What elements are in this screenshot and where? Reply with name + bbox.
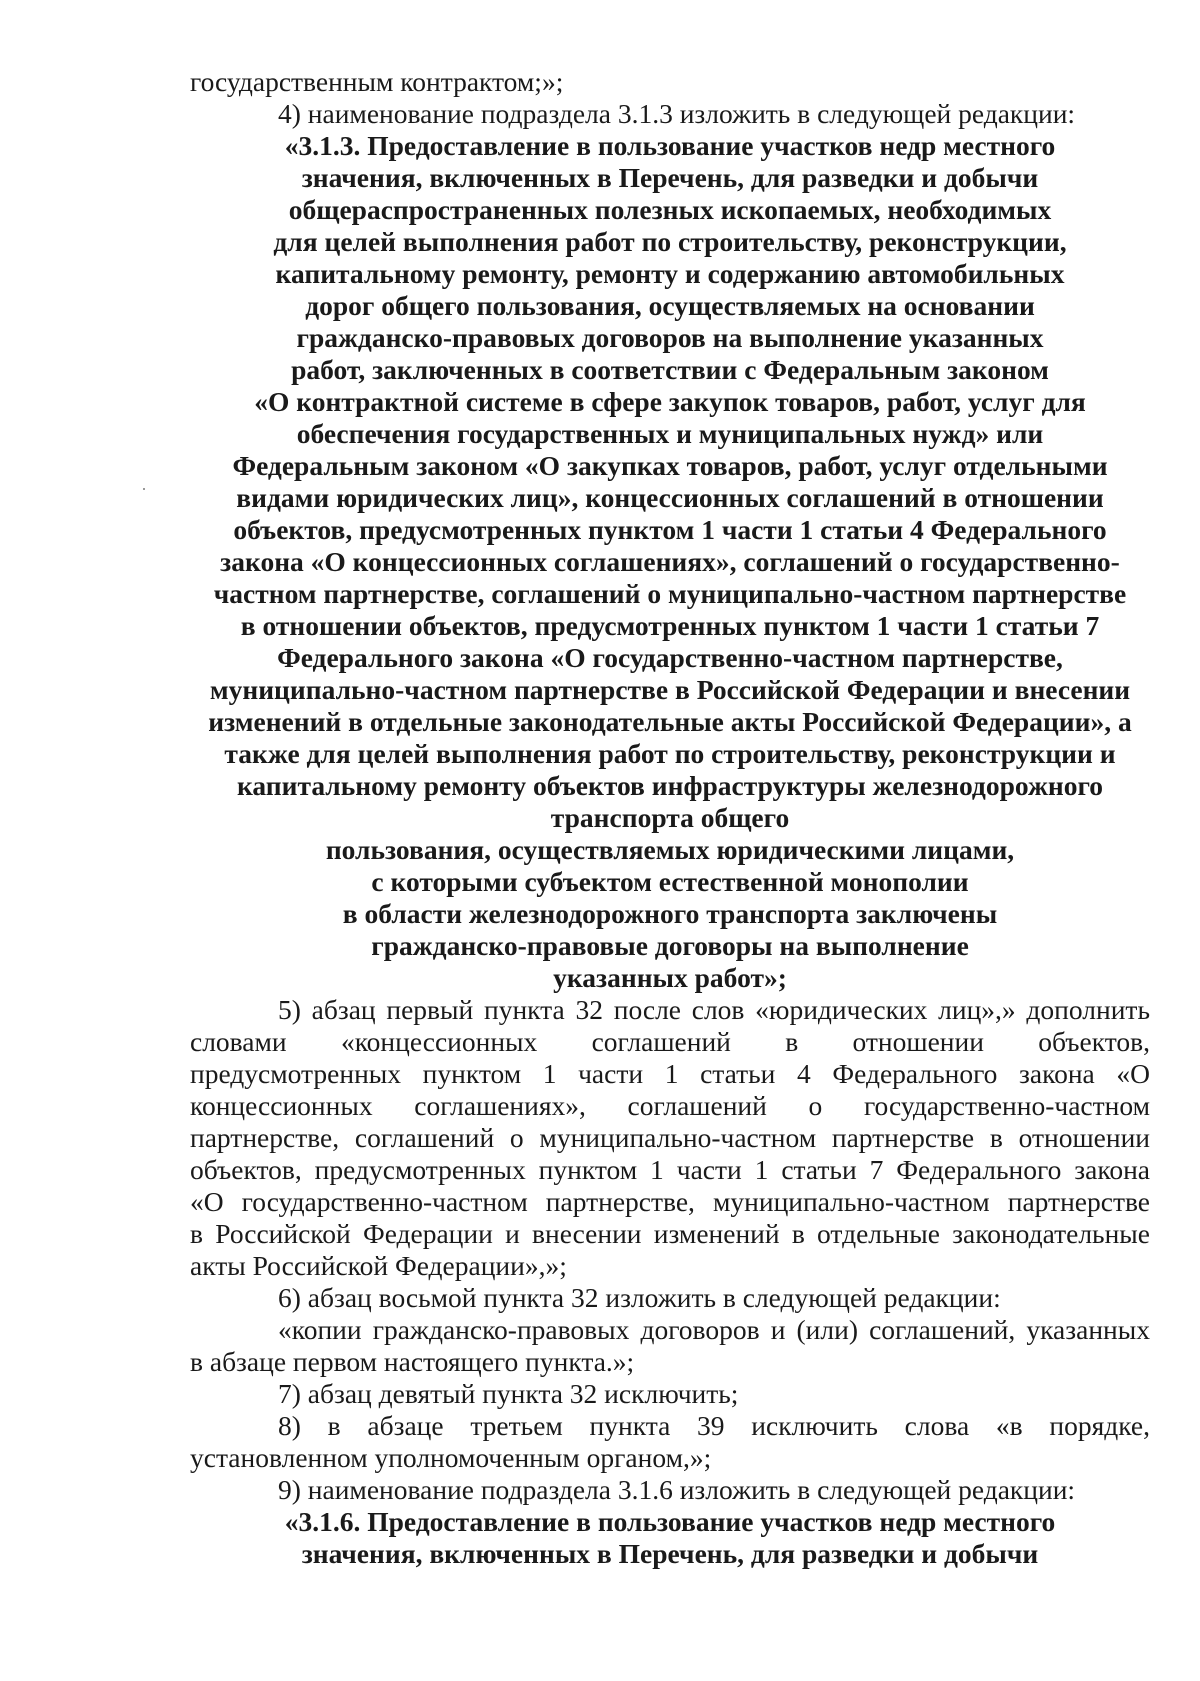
heading-line: в области железнодорожного транспорта заключены [342,898,998,929]
heading-line: капитальному ремонту, ремонту и содержанию автомобильных [275,258,1065,289]
heading-line: гражданско-правовые договоры на выполнение [371,930,969,961]
text-line: словами «концессионных соглашений в отношении объектов, [190,1026,1150,1057]
heading-line: значения, включенных в Перечень, для разведки и добычи [301,162,1039,193]
text-line: объектов, предусмотренных пунктом 1 части 1 статьи 7 Федерального закона [190,1154,1150,1185]
heading-line: капитальному ремонту объектов инфраструктуры железнодорожного [236,770,1104,801]
text-line: 5) абзац первый пункта 32 после слов «юридических лиц»,» дополнить [278,994,1150,1025]
heading-line: в отношении объектов, предусмотренных пунктом 1 части 1 статьи 7 [240,610,1100,641]
heading-line: также для целей выполнения работ по строительству, реконструкции и [224,738,1116,769]
heading-line: «О контрактной системе в сфере закупок товаров, работ, услуг для [254,386,1086,417]
text-line: в Российской Федерации и внесении изменений в отдельные законодательные [190,1218,1150,1249]
text-line: в абзаце первом настоящего пункта.»; [190,1346,635,1377]
text-line: государственным контрактом;»; [190,66,564,97]
heading-line: изменений в отдельные законодательные акты Российской Федерации», а [208,706,1132,737]
heading-line: с которыми субъектом естественной монополии [371,866,969,897]
heading-line: указанных работ»; [553,962,787,993]
heading-line: дорог общего пользования, осуществляемых на основании [305,290,1035,321]
text-line: партнерстве, соглашений о муниципально-частном партнерстве в отношении [190,1122,1150,1153]
text-line: 7) абзац девятый пункта 32 исключить; [278,1378,739,1409]
heading-line: обеспечения государственных и муниципальных нужд» или [296,418,1044,449]
heading-line: Федеральным законом «О закупках товаров, работ, услуг отдельными [232,450,1108,481]
heading-line: для целей выполнения работ по строительству, реконструкции, [273,226,1067,257]
heading-line: транспорта общего [550,802,790,833]
heading-line: Федерального закона «О государственно-частном партнерстве, [277,642,1063,673]
heading-line: видами юридических лиц», концессионных соглашений в отношении [236,482,1104,513]
heading-line: гражданско-правовых договоров на выполнение указанных [296,322,1044,353]
text-line: «О государственно-частном партнерстве, муниципально-частном партнерстве [190,1186,1150,1217]
text-line: 8) в абзаце третьем пункта 39 исключить слова «в порядке, [278,1410,1150,1441]
heading-line: пользования, осуществляемых юридическими лицами, [325,834,1015,865]
heading-line: значения, включенных в Перечень, для разведки и добычи [301,1538,1039,1569]
heading-line: частном партнерстве, соглашений о муниципально-частном партнерстве [213,578,1127,609]
heading-line: объектов, предусмотренных пунктом 1 части 1 статьи 4 Федерального [233,514,1107,545]
text-line: 9) наименование подраздела 3.1.6 изложить в следующей редакции: [278,1474,1076,1505]
text-line: 4) наименование подраздела 3.1.3 изложить в следующей редакции: [278,98,1076,129]
text-line: установленном уполномоченным органом,»; [190,1442,712,1473]
heading-line: общераспространенных полезных ископаемых, необходимых [288,194,1052,225]
text-line: акты Российской Федерации»,»; [190,1250,567,1281]
heading-line: работ, заключенных в соответствии с Федеральным законом [291,354,1049,385]
heading-line: муниципально-частном партнерстве в Российской Федерации и внесении [209,674,1131,705]
scan-speck [143,488,145,490]
heading-line: закона «О концессионных соглашениях», соглашений о государственно- [220,546,1120,577]
text-line: концессионных соглашениях», соглашений о государственно-частном [190,1090,1150,1121]
text-line: 6) абзац восьмой пункта 32 изложить в следующей редакции: [278,1282,1001,1313]
text-line: предусмотренных пунктом 1 части 1 статьи 4 Федерального закона «О [190,1058,1150,1089]
text-line: «копии гражданско-правовых договоров и (или) соглашений, указанных [278,1314,1150,1345]
heading-line: «3.1.6. Предоставление в пользование участков недр местного [284,1506,1056,1537]
heading-line: «3.1.3. Предоставление в пользование участков недр местного [284,130,1056,161]
